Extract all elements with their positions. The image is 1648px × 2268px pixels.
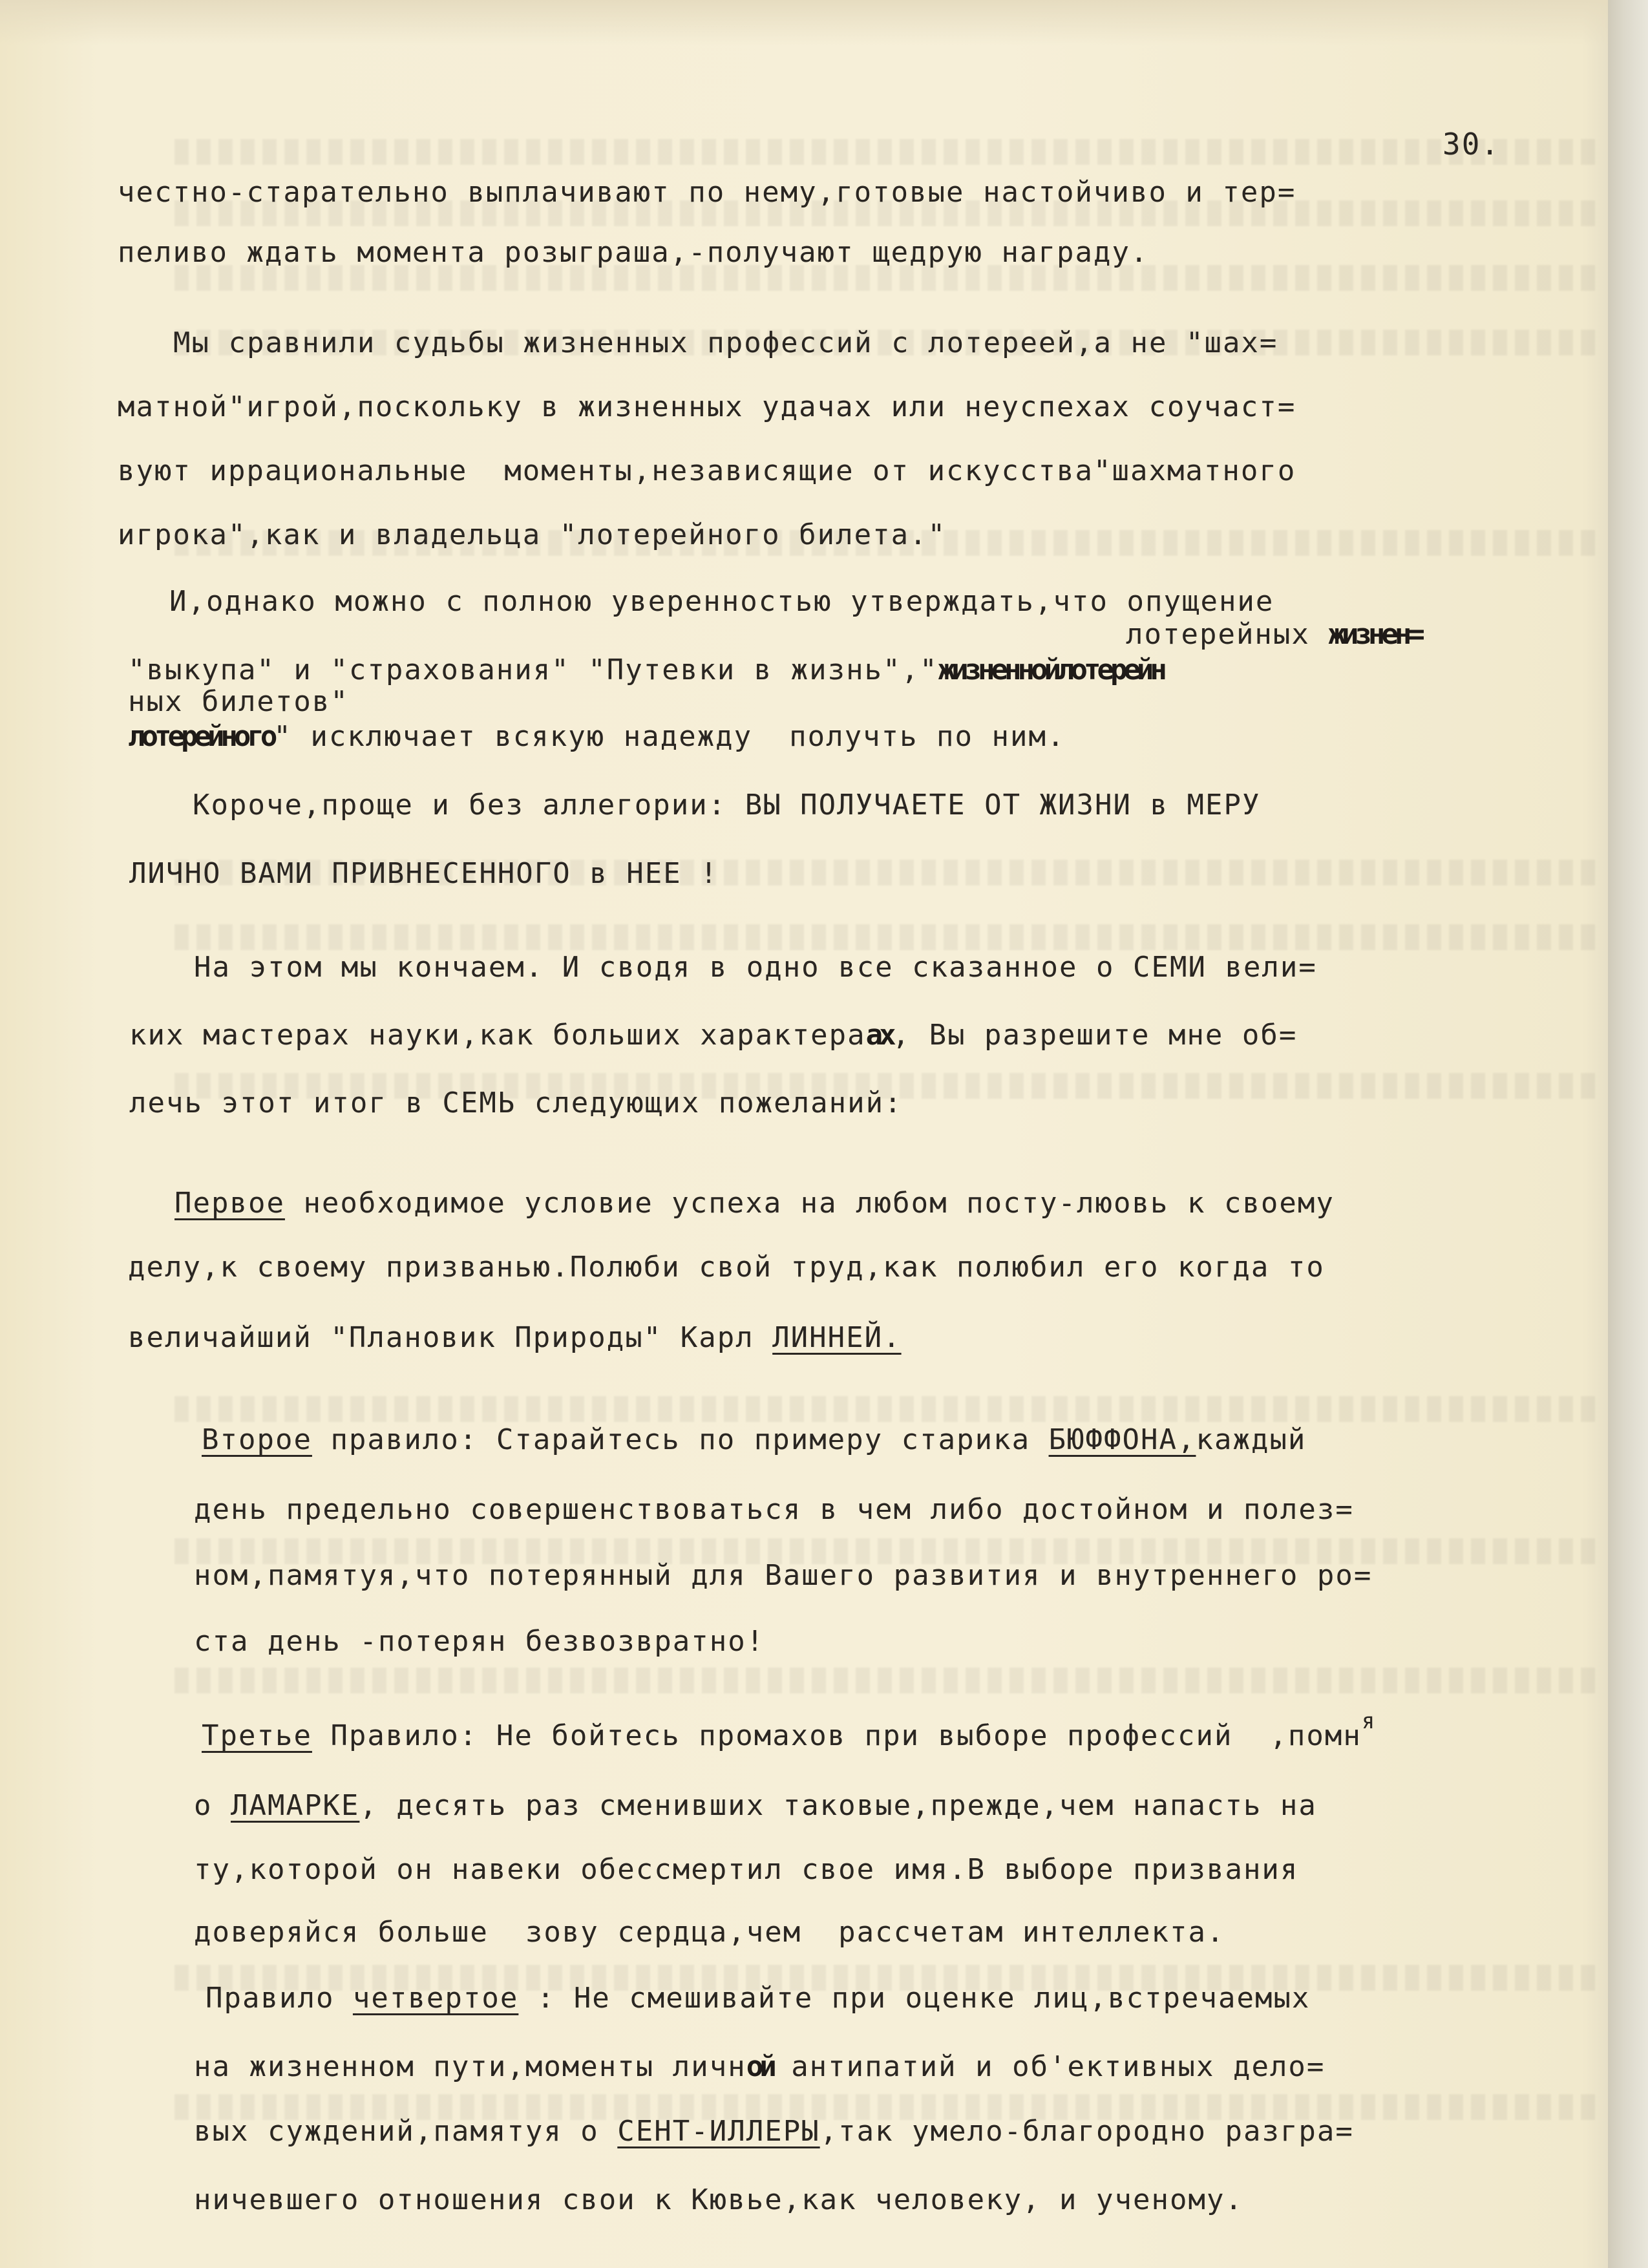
underlined-text: Первое [174, 1187, 285, 1220]
underlined-text: ЛИННЕЙ. [772, 1321, 902, 1354]
text-line [128, 1242, 1648, 1293]
text-line [118, 381, 1648, 433]
text-segment: делу,к своему призванью.Полюби свой труд,как полюбил его когда то [128, 1251, 1325, 1284]
overtyped-text: ах [865, 1019, 893, 1052]
text-line [193, 779, 1648, 831]
text-line [206, 1973, 1648, 2024]
text-segment: На этом мы кончаем. И сводя в одно все сказанное о СЕМИ вели= [194, 951, 1317, 984]
text-segment: , Вы разрешите мне об= [892, 1019, 1298, 1052]
text-segment: Правило: Не бойтесь промахов при выборе профессий ,помн [312, 1719, 1362, 1752]
text-segment: величайший "Плановик Природы" Карл [128, 1321, 773, 1354]
text-segment: ЛИЧНО ВАМИ ПРИВНЕСЕННОГО в НЕЕ ! [129, 857, 719, 890]
text-segment: вуют иррациональные моменты,независящие от искусства"шахматного [118, 454, 1296, 487]
underlined-text: СЕНТ-ИЛЛЕРЫ [617, 2115, 820, 2148]
text-segment: И,однако можно с полною уверенностью утверждать,что опущение [169, 585, 1274, 618]
text-line [194, 942, 1648, 993]
text-line [194, 1780, 1648, 1832]
text-segment: необходимое условие успеха на любом посту-люовь к своему [284, 1187, 1335, 1220]
text-line [194, 1907, 1648, 1958]
overtyped-text: жизнен= [1328, 618, 1421, 651]
text-line [118, 167, 1648, 218]
text-segment: , десять раз сменивших таковые,прежде,чем напасть на [359, 1789, 1317, 1822]
text-segment: пеливо ждать момента розыграша,-получают щедрую награду. [118, 236, 1149, 269]
overtyped-text: жизненнойлотерейн [938, 653, 1163, 686]
page-number: 30. [1442, 127, 1501, 162]
text-line [128, 1312, 1648, 1364]
text-line [194, 1844, 1648, 1896]
text-segment: матной"игрой,поскольку в жизненных удачах или неуспехах соучаст= [118, 390, 1296, 423]
text-segment: игрока",как и владельца "лотерейного билета." [118, 518, 947, 551]
text-segment: я [1361, 1708, 1377, 1734]
text-line [202, 1710, 1648, 1762]
text-segment: Мы сравнили судьбы жизненных профессий с лотереей,а не "шах= [173, 326, 1278, 359]
paper-top-shadow [0, 0, 1608, 45]
text-line [194, 2041, 1648, 2093]
text-line [194, 2174, 1648, 2226]
overtyped-text: лотерейного [128, 720, 274, 753]
text-segment: день предельно совершенствоваться в чем либо достойном и полез= [194, 1493, 1354, 1526]
text-segment: честно-старательно выплачивают по нему,готовые настойчиво и тер= [118, 176, 1296, 209]
text-segment: "выкупа" и "страхования" "Путевки в жизнь"," [128, 653, 938, 686]
text-line [174, 1178, 1648, 1229]
text-line [129, 1077, 1648, 1129]
text-segment: Правило [206, 1982, 353, 2015]
underlined-text: ЛАМАРКЕ [230, 1789, 360, 1822]
text-segment: доверяйся больше зову сердца,чем рассчетам интеллекта. [194, 1916, 1225, 1949]
text-segment: лечь этот итог в СЕМЬ следующих пожеланий: [129, 1086, 903, 1119]
text-line [128, 711, 1648, 763]
text-segment: на жизненном пути,моменты личн [194, 2050, 746, 2083]
text-line [194, 1550, 1648, 1602]
text-line [173, 317, 1648, 369]
text-segment: ,так умело-благородно разгра= [819, 2115, 1354, 2148]
text-segment: ных билетов" [128, 685, 349, 718]
text-segment: Короче,проще и без аллегории: ВЫ ПОЛУЧАЕТЕ ОТ ЖИЗНИ в МЕРУ [193, 789, 1261, 821]
text-segment: ста день -потерян безвозвратно! [194, 1625, 765, 1658]
text-segment: " исключает всякую надежду получть по ним. [273, 720, 1066, 753]
text-segment: антипатий и об'ективных дело= [772, 2050, 1326, 2083]
text-segment: ких мастерах науки,как больших характера [129, 1019, 866, 1052]
text-line [129, 848, 1648, 900]
text-line [194, 2106, 1648, 2157]
underlined-text: четвертое [352, 1982, 519, 2015]
text-segment: ном,памятуя,что потерянный для Вашего развития и внутреннего ро= [194, 1559, 1373, 1592]
text-line [202, 1414, 1648, 1466]
text-line [118, 509, 1648, 561]
text-line [129, 1010, 1648, 1061]
text-segment: о [194, 1789, 231, 1822]
text-segment: лотерейных [1126, 618, 1329, 651]
text-line [118, 445, 1648, 497]
text-segment: каждый [1196, 1423, 1307, 1456]
underlined-text: БЮФФОНА, [1048, 1423, 1196, 1456]
text-line [194, 1484, 1648, 1536]
text-line [118, 227, 1648, 279]
text-segment: вых суждений,памятуя о [194, 2115, 618, 2148]
text-segment: правило: Старайтесь по примеру старика [312, 1423, 1049, 1456]
underlined-text: Третье [202, 1719, 312, 1752]
underlined-text: Второе [202, 1423, 312, 1456]
overtyped-text: ой [746, 2050, 773, 2083]
text-line [194, 1616, 1648, 1668]
text-segment: ту,которой он навеки обессмертил свое имя.В выборе призвания [194, 1853, 1299, 1886]
text-segment: ничевшего отношения свои к Кювье,как человеку, и ученому. [194, 2183, 1243, 2216]
text-segment: : Не смешивайте при оценке лиц,встречаемых [518, 1982, 1311, 2015]
